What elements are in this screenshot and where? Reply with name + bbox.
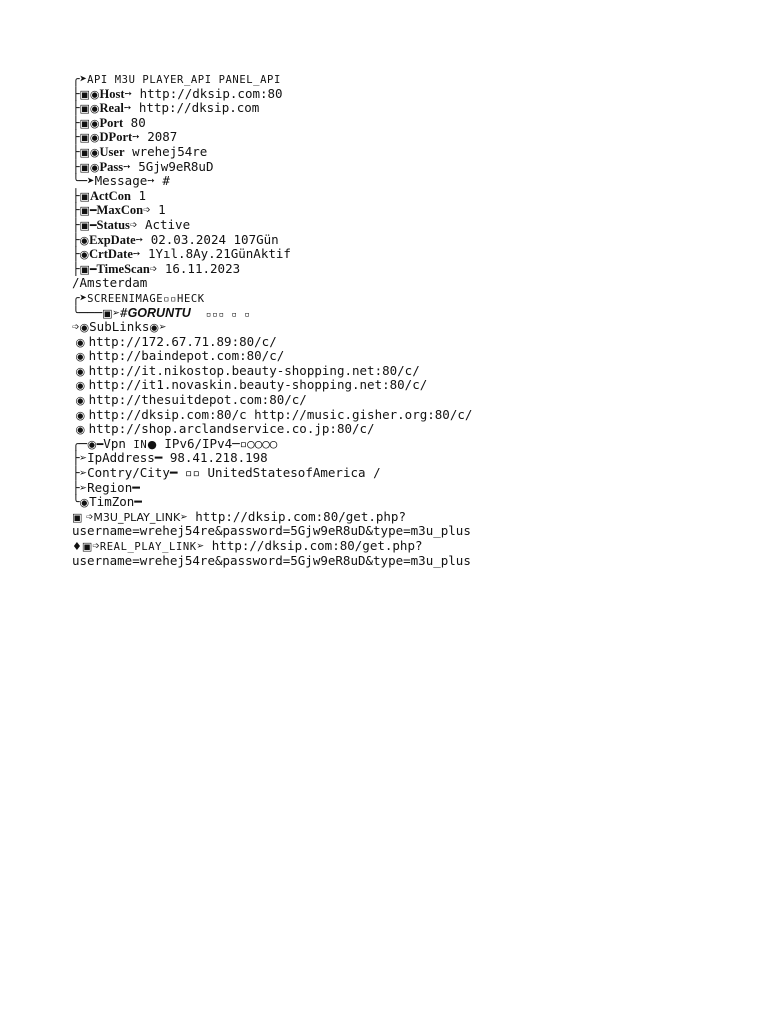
square-bullet-icon: ▣◉: [79, 87, 100, 101]
tree-branch: ├: [72, 260, 80, 276]
status-value: Active: [144, 216, 191, 232]
arrow-icon: ➙: [147, 173, 163, 189]
radio-icon: ◉: [79, 248, 90, 262]
maxcon-value: 1: [158, 202, 166, 218]
ipv-label: IPv6/IPv4: [164, 435, 233, 451]
arrow-icon: ➩: [72, 319, 80, 335]
pass-row: [72, 160, 692, 175]
bullet-icon: ◉: [72, 335, 89, 349]
square-bullet-icon: ▣◉: [79, 116, 100, 130]
expdate-row: [72, 233, 692, 248]
tree-branch: ├: [72, 129, 80, 145]
contry-label: Contry/City: [87, 465, 170, 481]
actcon-label: ActCon: [89, 188, 131, 203]
radio-icon: ◉: [79, 233, 90, 247]
square-bullet-icon: ▣◉: [79, 102, 100, 116]
sublink-url[interactable]: http://shop.arclandservice.co.jp:80/c/: [88, 421, 375, 437]
real-row: [72, 101, 692, 116]
sublink-url[interactable]: http://172.67.71.89:80/c/: [88, 333, 277, 349]
square-dash-icon: ▣━: [79, 204, 97, 218]
tree-branch: ├➢: [72, 465, 88, 481]
maxcon-label: MaxCon: [96, 203, 144, 218]
bullet-icon: ◉: [72, 394, 89, 408]
arrow-icon: ➙: [123, 158, 139, 174]
tree-branch: ├: [72, 143, 80, 159]
square-icon: ▣: [81, 540, 93, 553]
tree-branch: ├: [72, 100, 80, 116]
spacer: [123, 115, 131, 130]
list-item: [72, 393, 692, 408]
region-label: Region: [87, 479, 133, 495]
arrow-icon: ➢: [180, 508, 196, 524]
tree-branch: ├➢: [72, 450, 88, 466]
dash-icon: ━: [134, 494, 142, 510]
bullet-icon: ◉: [72, 379, 89, 393]
vpn-line: [72, 437, 692, 452]
dash-icon: ━: [169, 465, 185, 481]
arrow-icon: ➢: [158, 319, 167, 335]
user-value[interactable]: wrehej54re: [132, 143, 208, 159]
bullet-icon: ◉: [72, 364, 89, 378]
user-label: User: [99, 144, 125, 159]
dport-row: [72, 130, 692, 145]
expdate-value: 02.03.2024 107Gün: [150, 231, 279, 247]
arrow-icon: ➩: [129, 216, 145, 232]
sublink-url[interactable]: http://dksip.com:80/c http://music.gisher.org:80/c/: [88, 406, 473, 422]
sublink-url[interactable]: http://it1.novaskin.beauty-shopping.net:80/c/: [88, 377, 428, 393]
arrow-icon: ➩: [92, 538, 100, 553]
dport-label: DPort: [99, 130, 133, 145]
arrow-icon: ➢: [196, 538, 212, 553]
real-link-row: [72, 539, 692, 554]
list-item: [72, 378, 692, 393]
arrow-icon: ➢#: [112, 304, 128, 320]
arrow-icon: ➙: [132, 246, 148, 262]
arrow-icon: ➙: [123, 100, 139, 116]
pass-value[interactable]: 5Gjw9eR8uD: [138, 158, 214, 174]
contry-row: [72, 466, 692, 481]
arrow-icon: ➩: [143, 202, 159, 218]
radio-icon: ◉: [149, 321, 159, 335]
port-row: [72, 116, 692, 131]
arrow-icon: ➙: [135, 231, 151, 247]
timescan-label: TimeScan: [96, 261, 150, 276]
sublink-url[interactable]: http://baindepot.com:80/c/: [88, 348, 285, 364]
diamond-icon: ♦: [72, 540, 82, 553]
ip-value: 98.41.218.198: [169, 450, 268, 466]
tree-branch: ├: [72, 202, 80, 218]
timzon-label: TimZon: [89, 494, 135, 510]
timescan-value: 16.11.2023: [164, 260, 241, 276]
in-label: IN: [133, 438, 148, 451]
port-value: 80: [130, 114, 146, 130]
host-label: Host: [99, 86, 125, 101]
header-title: API M3U PLAYER_API PANEL_API: [87, 74, 281, 86]
actcon-value: 1: [138, 187, 146, 203]
real-link-url[interactable]: http://dksip.com:80/get.php?: [211, 538, 423, 553]
m3u-link-url-continued[interactable]: username=wrehej54re&password=5Gjw9eR8uD&type=m3u_plus: [72, 523, 471, 539]
host-value[interactable]: http://dksip.com:80: [139, 85, 283, 101]
tree-branch: ├: [72, 187, 80, 203]
timescan-row: [72, 262, 692, 277]
tree-corner-top: ╭─: [72, 435, 88, 451]
screen-header-line: [72, 291, 692, 306]
screen-header: SCREENIMAGE▫▫HECK: [87, 292, 205, 305]
status-label: Status: [96, 217, 130, 232]
square-bullet-icon: ▣◉: [79, 145, 100, 159]
contry-value: ▫▫ UnitedStatesofAmerica /: [184, 465, 381, 481]
tree-branch: ├: [72, 85, 80, 101]
tree-corner-bottom: ╰: [72, 494, 80, 510]
tree-branch: ├: [72, 246, 80, 262]
m3u-link-url[interactable]: http://dksip.com:80/get.php?: [195, 508, 406, 524]
tree-branch: ├: [72, 216, 80, 232]
sublink-url[interactable]: http://it.nikostop.beauty-shopping.net:80/c/: [88, 362, 420, 378]
dash-icon: ━: [132, 479, 140, 495]
tree-corner-top: ╭➤: [72, 71, 88, 86]
real-link-url-continued[interactable]: username=wrehej54re&password=5Gjw9eR8uD&type=m3u_plus: [72, 552, 471, 568]
real-link-label: REAL_PLAY_LINK: [99, 541, 197, 553]
sublinks-title: SubLinks: [89, 319, 150, 335]
radio-icon: ◉: [79, 321, 90, 335]
dport-value: 2087: [147, 129, 178, 145]
ipv-marks: ─▫○○○○: [232, 435, 278, 451]
tree-branch: ├: [72, 114, 80, 130]
tree-corner-bottom: ╰─➤: [72, 173, 95, 189]
message-label: Message: [94, 173, 148, 189]
real-label: Real: [99, 101, 124, 116]
arrow-icon: ➩: [149, 260, 165, 276]
arrow-icon: ➙: [132, 129, 148, 145]
list-item: [72, 349, 692, 364]
bullet-icon: ◉: [72, 408, 89, 422]
list-item: [72, 422, 692, 437]
square-icon: ▣: [102, 306, 113, 320]
m3u-link-row: [72, 510, 692, 525]
ip-row: [72, 451, 692, 466]
bullet-icon: ◉: [72, 350, 89, 364]
user-row: [72, 145, 692, 160]
port-label: Port: [99, 115, 124, 130]
square-bullet-icon: ▣◉: [79, 160, 100, 174]
goruntu-label: GORUNTU: [127, 305, 191, 320]
document-body: [72, 72, 692, 568]
tree-corner-bottom: ╰───: [72, 304, 103, 320]
goruntu-line: [72, 306, 692, 321]
ip-label: IpAddress: [87, 450, 155, 466]
sublinks-title-line: [72, 320, 692, 335]
list-item: [72, 364, 692, 379]
header-line: [72, 72, 692, 87]
region-row: [72, 481, 692, 496]
radio-icon: ◉: [79, 496, 90, 510]
square-icon: ▣: [79, 189, 90, 203]
crtdate-label: CrtDate: [89, 247, 133, 262]
crtdate-value: 1Yıl.8Ay.21GünAktif: [147, 246, 291, 262]
square-bullet-icon: ▣◉: [79, 131, 100, 145]
spacer: [191, 305, 206, 320]
vpn-label: Vpn: [103, 435, 126, 451]
list-item: [72, 335, 692, 350]
goruntu-marks: ▫▫▫ ▫ ▫: [205, 309, 251, 320]
radio-icon: ◉━: [87, 437, 104, 451]
real-value[interactable]: http://dksip.com: [138, 100, 260, 116]
tree-corner-top: ╭➤: [72, 289, 88, 305]
tree-branch: ├: [72, 231, 80, 247]
crtdate-row: [72, 247, 692, 262]
sublink-url[interactable]: http://thesuitdepot.com:80/c/: [88, 392, 307, 408]
timzon-row: [72, 495, 692, 510]
status-row: [72, 218, 692, 233]
tree-branch: ├➢: [72, 479, 88, 495]
list-item: [72, 408, 692, 423]
bullet-icon: ◉: [72, 423, 89, 437]
m3u-link-label: M3U_PLAY_LINK: [93, 510, 181, 524]
tree-branch: ├: [72, 158, 80, 174]
location-line: /Amsterdam: [72, 275, 148, 291]
arrow-icon: ➙: [124, 85, 140, 101]
message-value: #: [162, 173, 170, 189]
dash-icon: ━: [154, 450, 170, 466]
actcon-row: [72, 189, 692, 204]
message-row: [72, 174, 692, 189]
spacer: [125, 144, 133, 159]
expdate-label: ExpDate: [89, 232, 136, 247]
dot-icon: ●: [147, 437, 157, 451]
pass-label: Pass: [99, 159, 124, 174]
maxcon-row: [72, 203, 692, 218]
host-row: [72, 87, 692, 102]
square-dash-icon: ▣━: [79, 218, 97, 232]
arrow-icon: ➩: [85, 508, 94, 524]
square-icon: ▣: [72, 510, 86, 524]
square-dash-icon: ▣━: [79, 262, 97, 276]
